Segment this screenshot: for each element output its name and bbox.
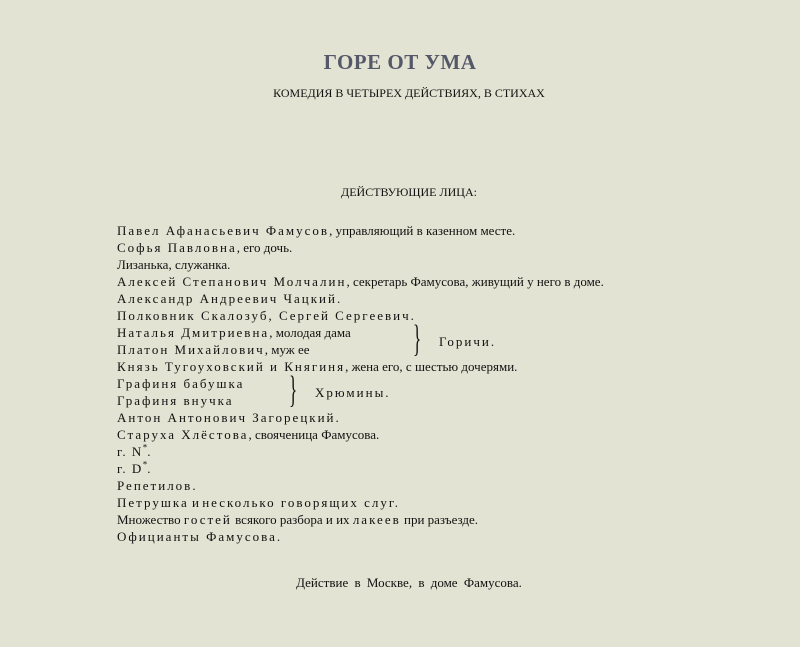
gorichi-label: Горичи. (439, 334, 497, 349)
cast-item-granddaughter: Графиня внучка (117, 393, 234, 408)
dramatis-personae-heading: ДЕЙСТВУЮЩИЕ ЛИЦА: (341, 185, 477, 199)
cast-item-famusov: Павел Афанасьевич Фамусов, управляющий в казенном месте. (117, 223, 516, 238)
cast-item-repetilov: Репетилов. (117, 478, 198, 493)
brace-icon: } (289, 369, 298, 411)
play-title: ГОРЕ ОТ УМА (323, 50, 477, 74)
khryumin-group (117, 369, 604, 411)
cast-item-mr-n: г. N*. (117, 442, 151, 459)
gorichi-group (117, 318, 604, 360)
cast-item-natalya: Наталья Дмитриевна, молодая дама (117, 325, 351, 340)
cast-item-chatsky: Александр Андреевич Чацкий. (117, 291, 341, 306)
cast-item-zagoretsky: Антон Антонович Загорецкий. (117, 410, 339, 425)
cast-item-molchalin: Алексей Степанович Молчалин, секретарь Фамусова, живущий у него в доме. (117, 274, 604, 289)
cast-item-mr-d: г. D*. (117, 459, 151, 476)
play-subtitle: КОМЕДИЯ В ЧЕТЫРЕХ ДЕЙСТВИЯХ, В СТИХАХ (273, 86, 545, 100)
cast-item-guests: Множество гостей всякого разбора и их лакеев при разъезде. (117, 512, 479, 527)
cast-item-grandmother: Графиня бабушка (117, 376, 245, 391)
brace-icon: } (413, 318, 422, 360)
cast-item-sofya: Софья Павловна, его дочь. (117, 240, 293, 255)
cast-item-platon: Платон Михайлович, муж ее (117, 342, 310, 357)
cast-list (117, 222, 604, 545)
cast-item-petrushka: Петрушка и несколько говорящих слуг. (117, 495, 400, 510)
cast-item-waiters: Официанты Фамусова. (117, 529, 283, 544)
cast-item-khlestova: Старуха Хлёстова, свояченица Фамусова. (117, 427, 380, 442)
setting-note: Действие в Москве, в доме Фамусова. (296, 575, 522, 590)
cast-item-lizanka: Лизанька, служанка. (117, 257, 231, 272)
cast-item-tugoukhovsky: Князь Тугоуховский и Княгиня, жена его, с шестью дочерями. (117, 359, 518, 374)
cast-item-skalozub: Полковник Скалозуб, Сергей Сергеевич. (117, 308, 414, 323)
khryumin-label: Хрюмины. (315, 385, 391, 400)
